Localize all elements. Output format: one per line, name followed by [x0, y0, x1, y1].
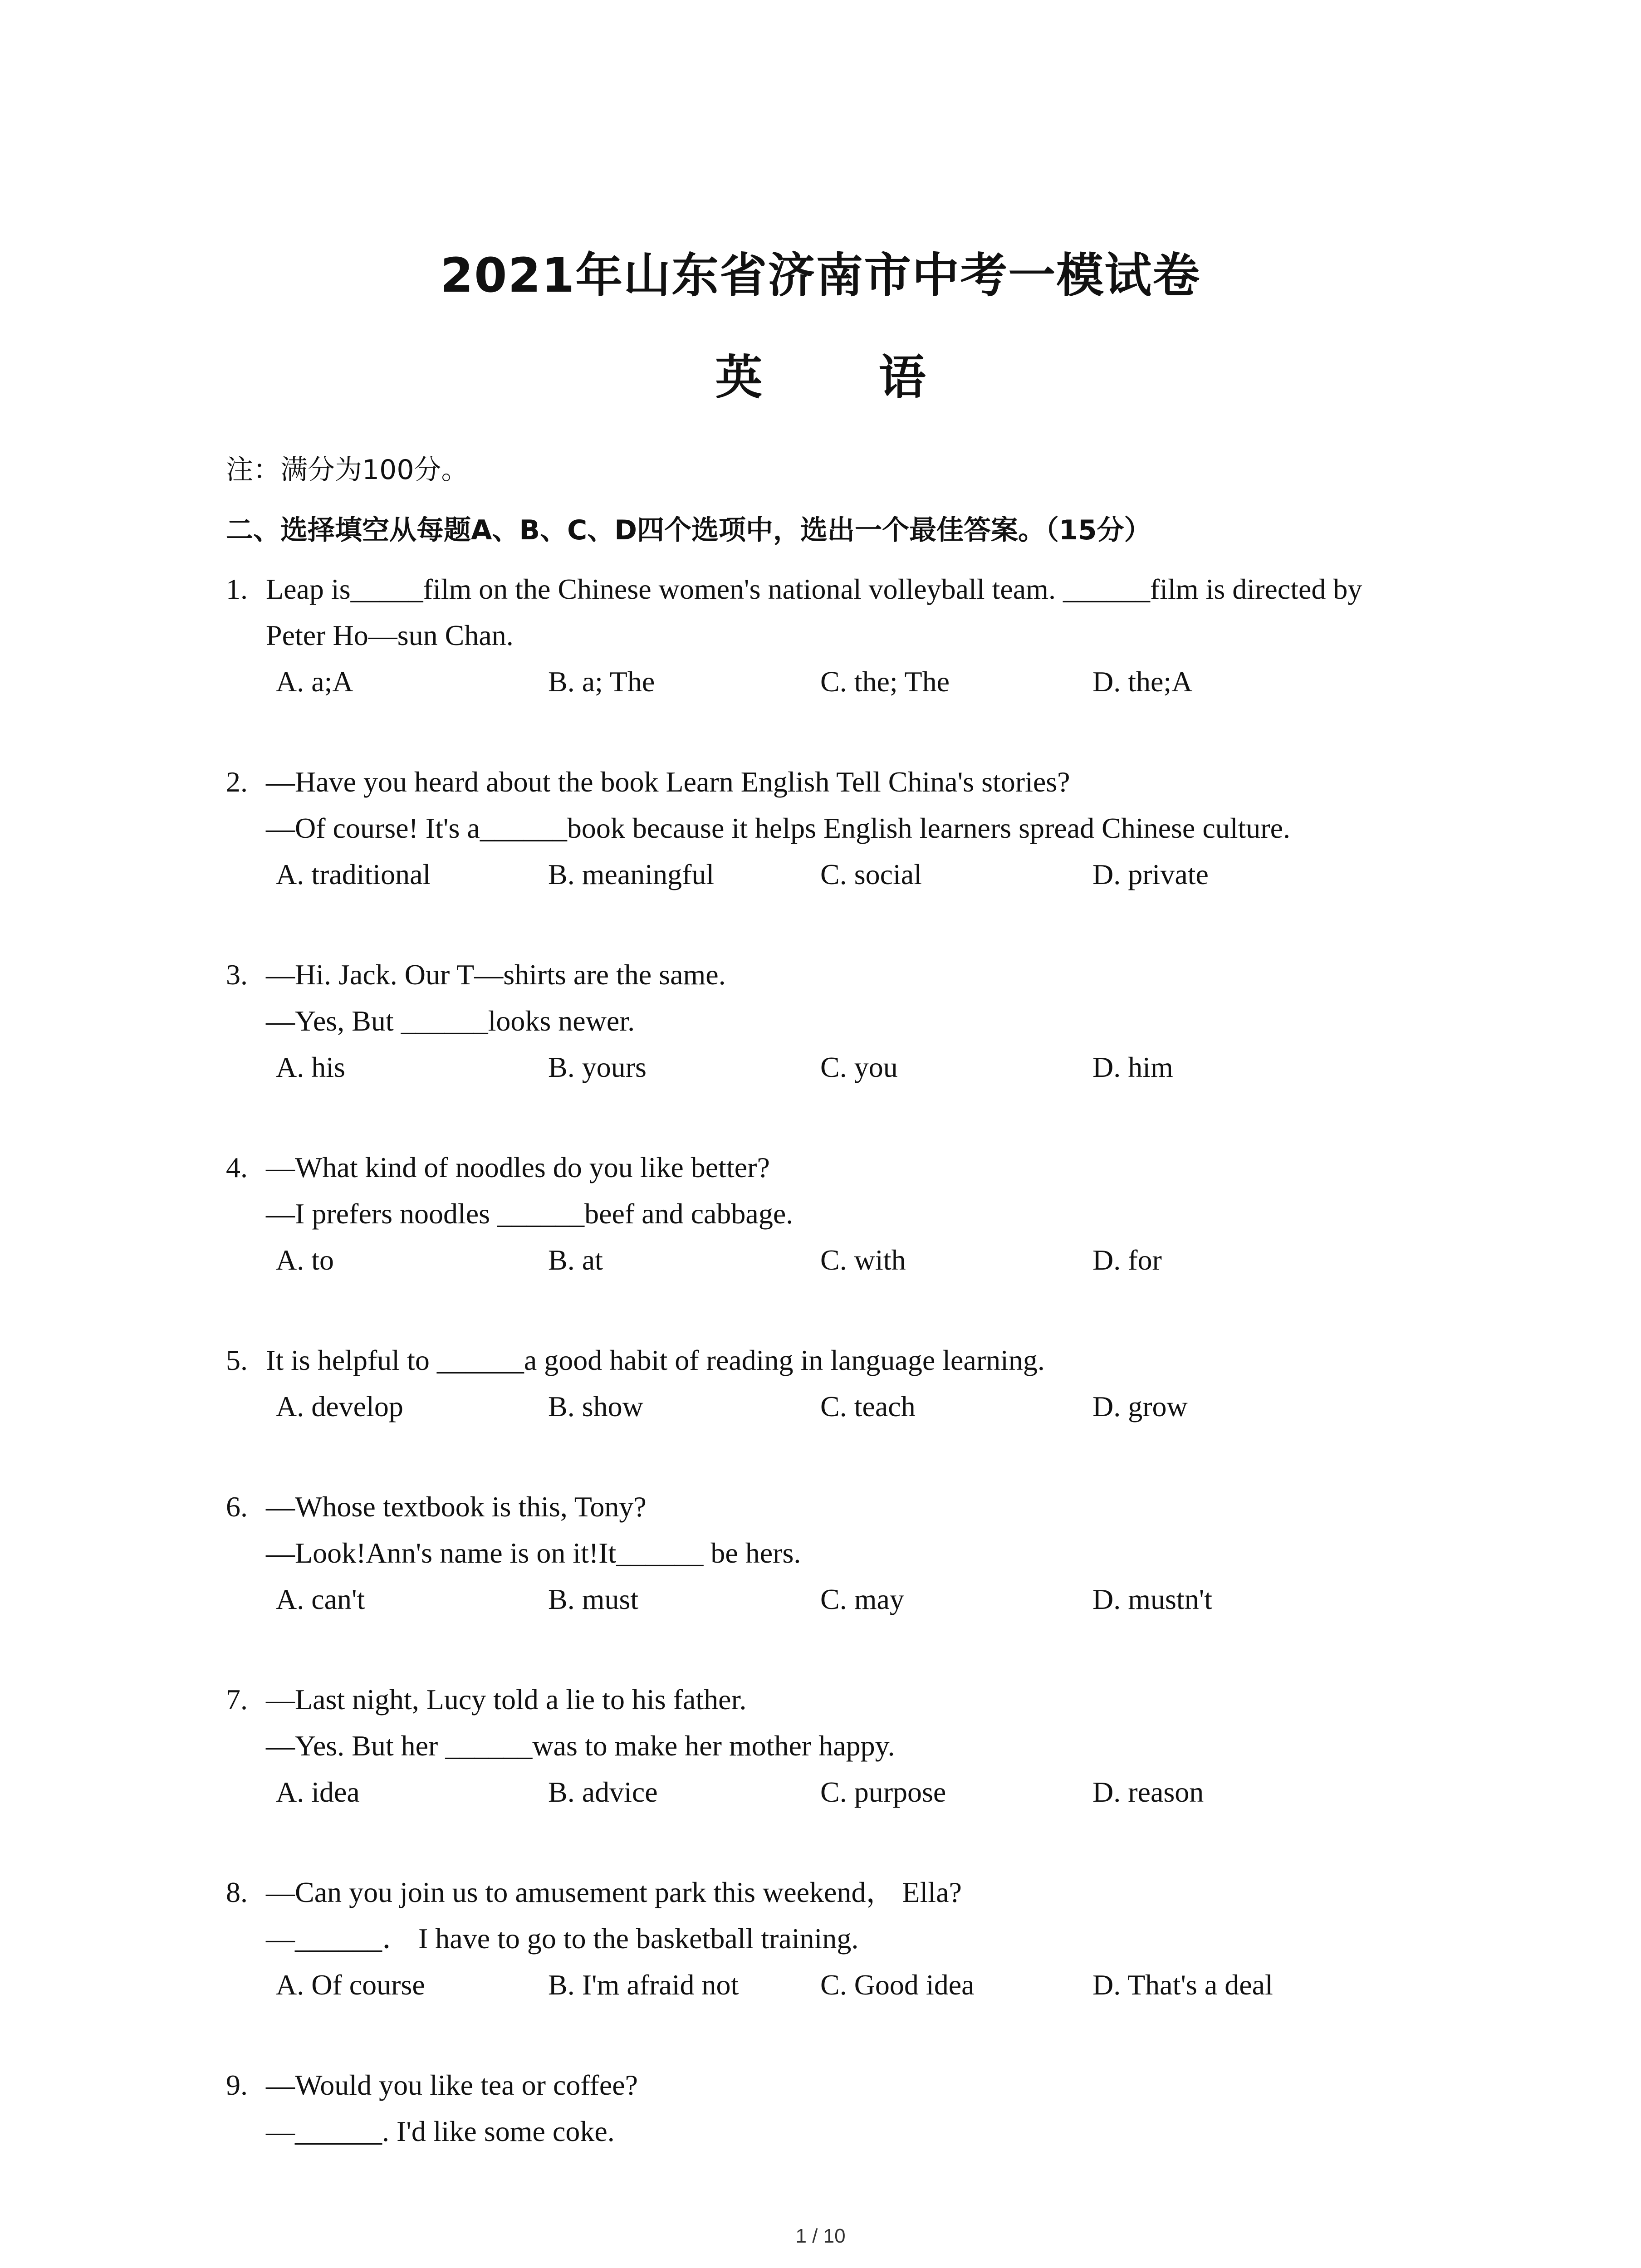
- question-line: [226, 952, 1442, 998]
- answer-options: [226, 1576, 1442, 1623]
- question-line: [226, 1144, 1442, 1191]
- question-item: [226, 1677, 1442, 1815]
- question-line: [226, 1916, 1442, 1962]
- question-line: [226, 2108, 1442, 2155]
- question-text: —Whose textbook is this, Tony?: [266, 1491, 647, 1523]
- exam-title: 2021年山东省济南市中考一模试卷: [440, 248, 1201, 303]
- option-b[interactable]: B. advice: [548, 1776, 658, 1808]
- question-line: [226, 1191, 1442, 1237]
- question-text: Peter Ho—sun Chan.: [266, 619, 514, 651]
- question-text: —Of course! It's a______book because it helps English learners spread Chinese culture.: [266, 812, 1290, 844]
- question-text: —Would you like tea or coffee?: [266, 2069, 638, 2101]
- option-b[interactable]: B. meaningful: [548, 858, 715, 890]
- option-c[interactable]: C. with: [820, 1244, 906, 1276]
- question-line: [226, 566, 1442, 612]
- question-item: [226, 759, 1442, 898]
- option-b[interactable]: B. I'm afraid not: [548, 1969, 739, 2001]
- question-text: —Yes. But her ______was to make her mother happy.: [266, 1730, 895, 1762]
- question-text: —What kind of noodles do you like better?: [266, 1151, 770, 1183]
- question-text: —Have you heard about the book Learn English Tell China's stories?: [266, 766, 1070, 798]
- answer-options: [226, 1383, 1442, 1430]
- option-c[interactable]: C. teach: [820, 1390, 916, 1422]
- question-number: 4.: [226, 1151, 248, 1183]
- question-line: [226, 1677, 1442, 1723]
- question-text: —Look!Ann's name is on it!It______ be hers.: [266, 1537, 801, 1569]
- option-a[interactable]: A. traditional: [276, 858, 431, 890]
- option-c[interactable]: C. social: [820, 858, 922, 890]
- question-number: 6.: [226, 1491, 248, 1523]
- question-line: [226, 998, 1442, 1044]
- answer-options: [226, 1769, 1442, 1815]
- option-a[interactable]: A. a;A: [276, 665, 353, 698]
- option-c[interactable]: C. may: [820, 1583, 904, 1615]
- answer-options: [226, 659, 1442, 705]
- option-a[interactable]: A. can't: [276, 1583, 365, 1615]
- option-c[interactable]: C. the; The: [820, 665, 950, 698]
- option-b[interactable]: B. yours: [548, 1051, 647, 1083]
- option-a[interactable]: A. develop: [276, 1390, 403, 1422]
- question-text: It is helpful to ______a good habit of reading in language learning.: [266, 1344, 1045, 1376]
- question-text: —Can you join us to amusement park this weekend， Ella?: [266, 1876, 962, 1908]
- question-text: —I prefers noodles ______beef and cabbage.: [266, 1198, 794, 1230]
- answer-options: [226, 1237, 1442, 1283]
- question-list: [226, 566, 1442, 2155]
- question-line: [226, 1530, 1442, 1576]
- question-line: [226, 1484, 1442, 1530]
- question-number: 3.: [226, 958, 248, 991]
- section-heading: 二、选择填空从每题A、B、C、D四个选项中，选出一个最佳答案。（15分）: [226, 514, 1151, 546]
- answer-options: [226, 1044, 1442, 1090]
- option-d[interactable]: D. That's a deal: [1092, 1969, 1273, 2001]
- option-d[interactable]: D. mustn't: [1092, 1583, 1212, 1615]
- question-item: [226, 1337, 1442, 1430]
- option-a[interactable]: A. to: [276, 1244, 334, 1276]
- question-number: 5.: [226, 1344, 248, 1376]
- question-item: [226, 1484, 1442, 1623]
- option-b[interactable]: B. a; The: [548, 665, 655, 698]
- answer-options: [226, 1962, 1442, 2008]
- question-text: Leap is_____film on the Chinese women's national volleyball team. ______film is directed by: [266, 573, 1362, 605]
- option-c[interactable]: C. purpose: [820, 1776, 946, 1808]
- question-item: [226, 1144, 1442, 1283]
- question-item: [226, 566, 1442, 705]
- question-item: [226, 2062, 1442, 2155]
- question-line: [226, 1723, 1442, 1769]
- question-text: —Last night, Lucy told a lie to his father.: [266, 1683, 747, 1716]
- exam-subject: 英 语: [715, 349, 976, 405]
- option-a[interactable]: A. Of course: [276, 1969, 425, 2001]
- question-item: [226, 952, 1442, 1090]
- option-b[interactable]: B. must: [548, 1583, 639, 1615]
- question-line: [226, 1337, 1442, 1383]
- question-number: 1.: [226, 573, 248, 605]
- option-c[interactable]: C. you: [820, 1051, 898, 1083]
- option-d[interactable]: D. reason: [1092, 1776, 1204, 1808]
- question-line: [226, 759, 1442, 805]
- question-number: 2.: [226, 766, 248, 798]
- question-number: 9.: [226, 2069, 248, 2101]
- option-a[interactable]: A. idea: [276, 1776, 360, 1808]
- question-text: —Yes, But ______looks newer.: [266, 1005, 635, 1037]
- option-d[interactable]: D. for: [1092, 1244, 1162, 1276]
- question-line: [226, 1869, 1442, 1916]
- page-indicator: 1 / 10: [795, 2225, 846, 2247]
- score-note: 注：满分为100分。: [226, 454, 469, 486]
- option-d[interactable]: D. him: [1092, 1051, 1173, 1083]
- option-c[interactable]: C. Good idea: [820, 1969, 975, 2001]
- option-b[interactable]: B. show: [548, 1390, 643, 1422]
- answer-options: [226, 851, 1442, 898]
- option-d[interactable]: D. private: [1092, 858, 1209, 890]
- question-number: 7.: [226, 1683, 248, 1716]
- option-d[interactable]: D. the;A: [1092, 665, 1193, 698]
- question-text: —______． I have to go to the basketball training.: [266, 1922, 859, 1955]
- question-line: [226, 612, 1442, 659]
- question-text: —______. I'd like some coke.: [266, 2115, 615, 2147]
- option-a[interactable]: A. his: [276, 1051, 345, 1083]
- option-b[interactable]: B. at: [548, 1244, 603, 1276]
- question-text: —Hi. Jack. Our T—shirts are the same.: [266, 958, 726, 991]
- option-d[interactable]: D. grow: [1092, 1390, 1188, 1422]
- question-number: 8.: [226, 1876, 248, 1908]
- question-item: [226, 1869, 1442, 2008]
- question-line: [226, 2062, 1442, 2108]
- question-line: [226, 805, 1442, 851]
